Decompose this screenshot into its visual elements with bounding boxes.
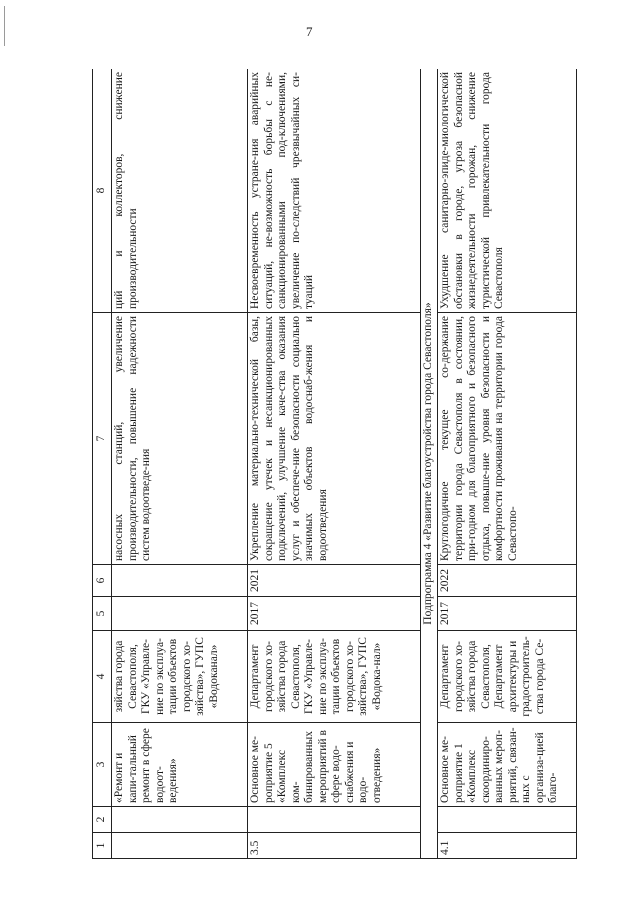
row-number-cell bbox=[112, 833, 248, 859]
table-cell bbox=[112, 807, 248, 833]
consequence-cell: Несвоевременность устране-ния аварийных ситуаций, не-возможность борьбы с не-санкционированными под-ключениями, увеличение по-следствий чрезвычайных си-туаций bbox=[248, 69, 421, 313]
header-cell: 5 bbox=[93, 597, 112, 631]
subprogram-row bbox=[421, 69, 438, 859]
table-row bbox=[438, 69, 577, 859]
expected-result-cell: Круглогодичное текущее со-держание территории города Севастополя в состоянии, при-годном для благоприятного и безопасного отдыха, повыше-ние уровня безопасности и комфортности проживания на территории города Севастопо- bbox=[438, 313, 577, 565]
header-cell: 7 bbox=[93, 313, 112, 565]
header-cell: 1 bbox=[93, 833, 112, 859]
rotated-table-container bbox=[92, 69, 577, 859]
measure-name-cell: Основное ме-роприятие 5 «Комплекс ком-бинированных мероприятий в сфере водо-снабжения и водо-отведения» bbox=[248, 723, 421, 807]
scan-edge-mark bbox=[4, 6, 5, 46]
header-cell: 4 bbox=[93, 631, 112, 723]
measure-name-cell: Основное ме-роприятие 1 «Комплекс скоординиро-ванных мероп-риятий, связан-ных с организа-цией благо- bbox=[438, 723, 577, 807]
table-header-row bbox=[93, 69, 112, 859]
table-row bbox=[248, 69, 421, 859]
measures-table bbox=[92, 69, 577, 859]
header-cell: 3 bbox=[93, 723, 112, 807]
table-viewport bbox=[92, 69, 577, 859]
start-year-cell: 2017 bbox=[438, 597, 577, 631]
table-cell bbox=[438, 807, 577, 833]
table-row bbox=[112, 69, 248, 859]
executor-cell: Департамент городского хо-зяйства города Севастополя, Департамент архитектуры и градостроитель-ства города Се- bbox=[438, 631, 577, 723]
expected-result-cell: Укрепление материально-технической базы, сокращение утечек и несанкционированных подключений, улучшение каче-ства оказания услуг и обеспече-ние безопасности социально значимых объектов водоснаб-жения и водоотведения bbox=[248, 313, 421, 565]
measure-name-cell: «Ремонт и капи-тальный ремонт в сфере водоот-ведения» bbox=[112, 723, 248, 807]
consequence-cell: Ухудшение санитарно-эпиде-миологической обстановки в городе, угроза безопасной жизнедеятельности горожан, снижение туристической привлекательности города Севастополя bbox=[438, 69, 577, 313]
row-number-cell: 3.5 bbox=[248, 833, 421, 859]
end-year-cell: 2022 bbox=[438, 565, 577, 597]
end-year-cell: 2021 bbox=[248, 565, 421, 597]
executor-cell: зяйства города Севастополя, ГКУ «Управле-ние по эксплуа-тации объектов городского хо-зяйства», ГУПС «Водоканал» bbox=[112, 631, 248, 723]
page-number: 7 bbox=[306, 24, 313, 39]
consequence-cell: ций и коллекторов, снижение производительности bbox=[112, 69, 248, 313]
header-cell: 2 bbox=[93, 807, 112, 833]
header-cell: 8 bbox=[93, 69, 112, 313]
row-number-cell: 4.1 bbox=[438, 833, 577, 859]
start-year-cell bbox=[112, 597, 248, 631]
table-cell bbox=[248, 807, 421, 833]
start-year-cell: 2017 bbox=[248, 597, 421, 631]
end-year-cell bbox=[112, 565, 248, 597]
header-cell: 6 bbox=[93, 565, 112, 597]
executor-cell: Департамент городского хо-зяйства города Севастополя, ГКУ «Управле-ние по эксплуа-тации объектов городского хо-зяйства», ГУПС «Водока-нал» bbox=[248, 631, 421, 723]
subprogram-title: Подпрограмма 4 «Развитие благоустройства города Севастополя» bbox=[421, 69, 438, 859]
expected-result-cell: насосных станций, увеличение производительности, повышение надежности систем водоотведе-ния bbox=[112, 313, 248, 565]
